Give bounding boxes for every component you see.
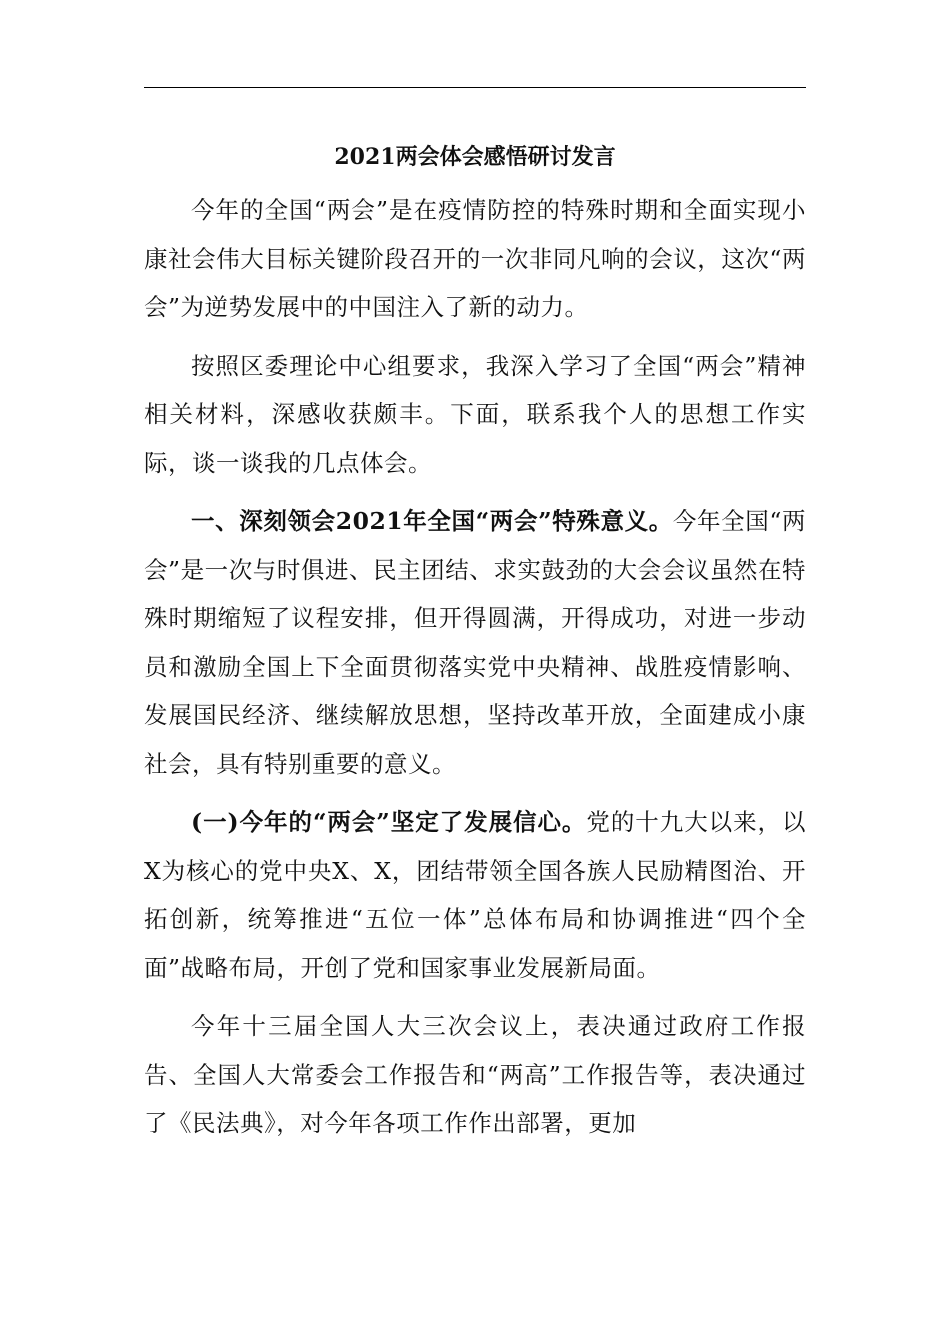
paragraph-intro	[144, 186, 806, 332]
section-heading: 一、深刻领会2021年全国“两会”特殊意义。	[191, 507, 673, 535]
paragraph-subsection-one	[144, 798, 806, 992]
paragraph-text: 今年的全国“两会”是在疫情防控的特殊时期和全面实现小康社会伟大目标关键阶段召开的一次非同凡响的会议，这次“两会”为逆势发展中的中国注入了新的动力。	[144, 196, 806, 321]
header-rule	[144, 87, 806, 88]
paragraph-study	[144, 342, 806, 488]
paragraph-congress	[144, 1002, 806, 1148]
paragraph-text: 今年全国“两会”是一次与时俱进、民主团结、求实鼓劲的大会会议虽然在特殊时期缩短了议程安排，但开得圆满，开得成功，对进一步动员和激励全国上下全面贯彻落实党中央精神、战胜疫情影响、发展国民经济、继续解放思想，坚持改革开放，全面建成小康社会，具有特别重要的意义。	[144, 507, 806, 778]
paragraph-text: 党的十九大以来，以X为核心的党中央X、X，团结带领全国各族人民励精图治、开拓创新，统筹推进“五位一体”总体布局和协调推进“四个全面”战略布局，开创了党和国家事业发展新局面。	[144, 808, 806, 982]
paragraph-text: 今年十三届全国人大三次会议上，表决通过政府工作报告、全国人大常委会工作报告和“两高”工作报告等，表决通过了《民法典》，对今年各项工作作出部署，更加	[144, 1012, 806, 1137]
document-body	[144, 186, 806, 1148]
document-title: 2021两会体会感悟研讨发言	[334, 144, 616, 170]
paragraph-text: 按照区委理论中心组要求，我深入学习了全国“两会”精神相关材料，深感收获颇丰。下面，联系我个人的思想工作实际，谈一谈我的几点体会。	[144, 351, 806, 477]
paragraph-section-one	[144, 497, 806, 788]
subsection-heading: (一)今年的“两会”坚定了发展信心。	[191, 808, 587, 836]
